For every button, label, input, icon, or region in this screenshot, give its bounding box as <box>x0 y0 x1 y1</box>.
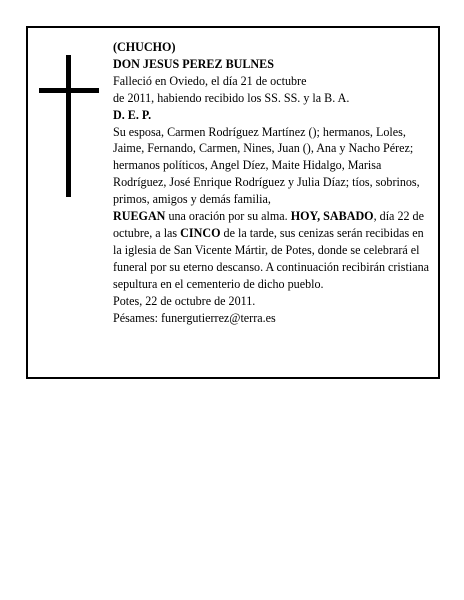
deceased-name: DON JESUS PEREZ BULNES <box>113 56 274 71</box>
request-ruegan: RUEGAN <box>113 209 166 224</box>
request-paragraph <box>113 208 431 293</box>
rest-in-peace: D. E. P. <box>113 107 152 122</box>
request-cinco: CINCO <box>180 225 221 240</box>
request-hoy-sabado: HOY, SABADO <box>290 209 374 224</box>
request-text-1: una oración por su alma. <box>165 209 291 224</box>
place-date: Potes, 22 de octubre de 2011. <box>113 293 256 308</box>
family-paragraph: Su esposa, Carmen Rodríguez Martínez (); hermanos, Loles, Jaime, Fernando, Carmen, Nines, Juan (), Ana y Nacho Pérez; hermanos políticos, Angel Díez, Maite Hidalgo, Marisa Rodríguez, José Enrique Rodríguez y Julia Díaz; tíos, sobrinos, primos, amigos y demás familia, <box>113 124 420 207</box>
death-line-2: de 2011, habiendo recibido los SS. SS. y la B. A. <box>113 90 350 105</box>
obituary-notice <box>26 26 440 379</box>
cross-icon <box>39 55 99 197</box>
nickname: (CHUCHO) <box>113 40 176 54</box>
request-text-3: de la tarde, sus cenizas serán recibidas en la iglesia de San Vicente Mártir, de Potes, donde se celebrará el funeral por su eterno descanso. A continuación recibirán cristiana sepultura en el cementerio de dicho pueblo. <box>113 225 430 291</box>
cross-vertical-bar <box>66 55 71 197</box>
obituary-text <box>113 39 431 326</box>
cross-horizontal-bar <box>39 88 99 93</box>
death-line-1: Falleció en Oviedo, el día 21 de octubre <box>113 73 307 88</box>
condolences: Pésames: funergutierrez@terra.es <box>113 310 276 325</box>
request-text-2: , día 22 de octubre, a las <box>113 209 424 240</box>
